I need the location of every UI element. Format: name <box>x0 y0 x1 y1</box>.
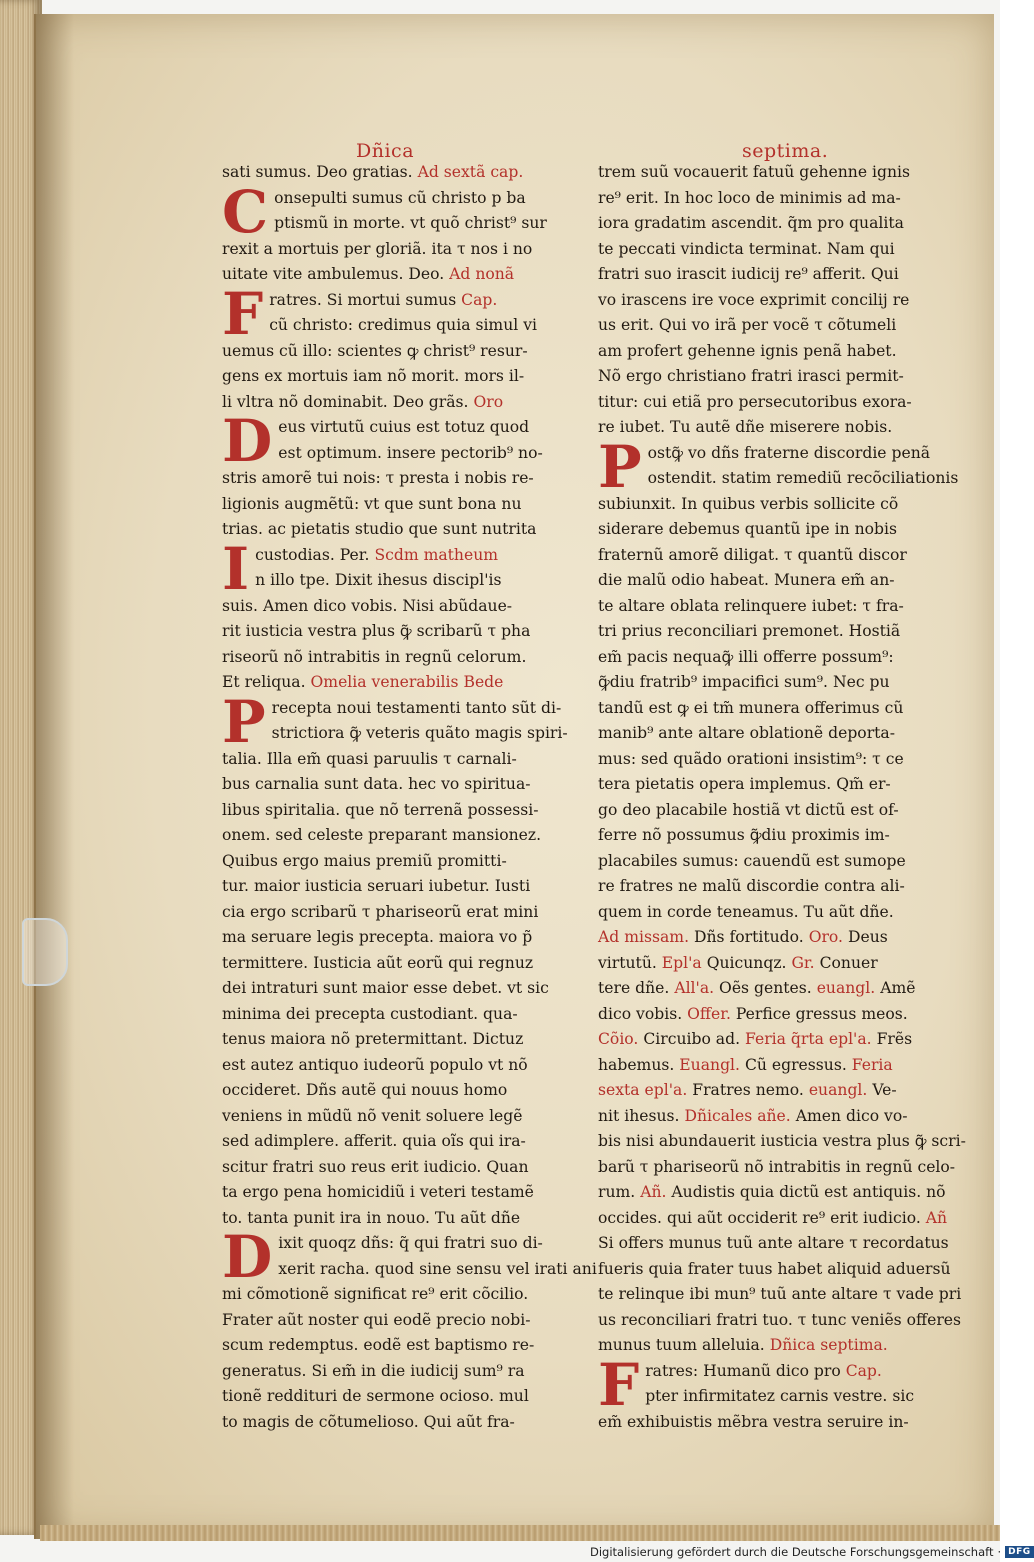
body-text: Amẽ <box>880 979 916 997</box>
body-text: dico vobis. <box>598 1004 688 1023</box>
text-line <box>222 237 562 263</box>
body-text: fraternũ amorẽ diligat. τ quantũ discor <box>598 545 907 564</box>
rubric-text: Epl'a <box>661 953 707 972</box>
rubric-text: Dñicales añe. <box>684 1106 796 1125</box>
body-text: mi cõmotionẽ significat re⁹ erit cõcilio. <box>222 1285 529 1303</box>
rubric-text: Gr. <box>791 953 820 972</box>
rubricated-initial: P <box>598 432 642 501</box>
rubric-text: Offer. <box>687 1004 736 1023</box>
rubric-text: Ad nonã <box>449 265 515 283</box>
text-line <box>598 721 952 747</box>
body-text: vo irascens ire voce exprimit concilij re <box>598 290 910 309</box>
body-text: rum. <box>598 1183 641 1201</box>
body-text: trias. ac pietatis studio que sunt nutrita <box>222 520 537 538</box>
rubric-text: Euangl. <box>679 1055 745 1074</box>
body-text: cũ christo: credimus quia simul vi <box>269 316 538 334</box>
body-text: bis nisi abundauerit iusticia vestra plus ꝙ̃ scri- <box>598 1132 966 1150</box>
body-text: am profert gehenne ignis penã habet. <box>598 341 897 360</box>
text-line <box>222 364 562 390</box>
body-text: tere dñe. <box>598 979 675 997</box>
rubricated-initial: I <box>222 534 250 603</box>
rubric-text: Dñica septima. <box>769 1336 888 1354</box>
rubric-text: Cap. <box>461 290 498 309</box>
body-text: ratres. Si mortui sumus <box>269 290 462 309</box>
body-text: tri prius reconciliari premonet. Hostiã <box>598 622 901 640</box>
text-line <box>598 1308 962 1334</box>
text-line <box>222 1053 562 1079</box>
body-text: fratri suo irascit iudicij re⁹ afferit. Qui <box>598 265 899 283</box>
body-text: ratres: Humanũ dico pro <box>645 1361 846 1380</box>
body-text: talia. Illa em̃ quasi paruulis τ carnali- <box>222 749 517 768</box>
body-text: xerit racha. quod sine sensu vel irati ani <box>278 1259 597 1278</box>
text-line <box>598 339 952 365</box>
body-text: em̃ pacis nequaꝙ̃ illi offerre possum⁹: <box>598 647 894 666</box>
body-text: manib⁹ ante altare oblationẽ deporta- <box>598 724 895 742</box>
body-text: rexit a mortuis per gloriã. ita τ nos i no <box>222 239 533 258</box>
text-line <box>222 1027 562 1053</box>
text-line <box>598 1282 962 1308</box>
text-line <box>598 492 952 518</box>
text-line <box>222 568 562 594</box>
text-line <box>222 160 562 186</box>
text-line <box>222 772 562 798</box>
body-text: re fratres ne malũ discordie contra ali- <box>598 877 905 895</box>
text-line <box>598 747 952 773</box>
body-text: Conuer <box>819 953 878 972</box>
text-line <box>598 594 952 620</box>
body-text: sed adimplere. afferit. quia oĩs qui ira- <box>222 1132 526 1150</box>
body-text: tenus maiora nõ pretermittant. Dictuz <box>222 1030 524 1048</box>
rubric-text: Feria <box>851 1055 893 1074</box>
rubric-text: Ad sextã cap. <box>417 163 524 181</box>
rubric-text: Oro. <box>808 928 848 946</box>
body-text: virtutũ. <box>598 953 662 972</box>
rubricated-initial: D <box>222 407 273 475</box>
body-text: gens ex mortuis iam nõ morit. mors il- <box>222 367 525 385</box>
page-clip <box>22 918 68 986</box>
body-text: Fratres nemo. <box>692 1081 809 1099</box>
text-line <box>222 1308 562 1334</box>
rubric-text: Cõio. <box>598 1030 644 1048</box>
body-text: tera pietatis opera implemus. Qm̃ er- <box>598 775 891 793</box>
text-line <box>222 1359 562 1385</box>
body-text: recepta noui testamenti tanto sũt di- <box>271 698 562 717</box>
text-line <box>222 849 562 875</box>
body-text: iora gradatim ascendit. q̃m pro qualita <box>598 214 904 232</box>
body-text: uemus cũ illo: scientes ꝙ christ⁹ resur- <box>222 341 528 360</box>
rubric-text: sexta epl'a. <box>598 1081 693 1099</box>
text-line <box>598 415 952 441</box>
body-text: Frater aũt noster qui eodẽ precio nobi- <box>222 1310 531 1329</box>
body-text: onem. sed celeste preparant mansionez. <box>222 826 542 844</box>
body-text: go deo placabile hostiã vt dictũ est of- <box>598 800 899 819</box>
body-text: us reconciliari fratri tuo. τ tunc veniẽs offeres <box>598 1310 962 1329</box>
body-text: siderare debemus quantũ ipe in nobis <box>598 520 897 538</box>
running-head-left: Dñica <box>356 140 415 162</box>
text-line <box>598 1333 952 1359</box>
body-text: veniens in mũdũ nõ venit soluere legẽ <box>222 1106 523 1125</box>
body-text: onsepulti sumus cũ christo p ba <box>274 188 526 207</box>
rubric-text: Omelia venerabilis Bede <box>310 673 504 691</box>
rubric-text: Añ <box>925 1208 948 1227</box>
body-text: Ve- <box>872 1081 897 1099</box>
text-line <box>222 1078 562 1104</box>
body-text: Frẽs <box>876 1030 913 1048</box>
text-line <box>598 670 952 696</box>
text-line <box>598 1410 952 1436</box>
body-text: Quibus ergo maius premiũ promitti- <box>222 851 507 870</box>
body-text: suis. Amen dico vobis. Nisi abũdaue- <box>222 596 513 615</box>
text-line <box>598 1027 952 1053</box>
book-bottom-edge <box>40 1525 1000 1541</box>
text-line <box>598 874 952 900</box>
left-text-column <box>222 160 597 1435</box>
text-line <box>222 517 562 543</box>
text-line <box>598 823 952 849</box>
rubric-text: Scdm matheum <box>374 545 499 564</box>
text-line <box>598 313 952 339</box>
text-line <box>598 1231 952 1257</box>
text-line <box>222 1002 562 1028</box>
text-line <box>222 339 562 365</box>
body-text: re iubet. Tu autẽ dñe miserere nobis. <box>598 418 893 436</box>
body-text: em̃ exhibuistis mẽbra vestra seruire in- <box>598 1412 909 1431</box>
text-line <box>598 951 952 977</box>
body-text: libus spiritalia. que nõ terrenã possessi- <box>222 800 539 819</box>
digitization-footer: Digitalisierung gefördert durch die Deutsche Forschungsgemeinschaft · DFG <box>590 1543 996 1561</box>
text-line <box>222 1129 562 1155</box>
text-line <box>222 492 562 518</box>
dfg-logo: DFG <box>1005 1546 1034 1558</box>
body-text: custodias. Per. <box>255 545 375 564</box>
body-text: Quicunqz. <box>706 953 792 972</box>
body-text: ma seruare legis precepta. maiora vo p̃ <box>222 928 533 946</box>
text-line <box>598 237 952 263</box>
body-text: termittere. Iusticia aũt eorũ qui regnuz <box>222 953 534 972</box>
text-line <box>598 1078 952 1104</box>
body-text: n illo tpe. Dixit ihesus discipl'is <box>255 571 502 589</box>
text-line <box>222 1282 562 1308</box>
text-line <box>222 1410 562 1436</box>
body-text: Cũ egressus. <box>744 1055 852 1074</box>
page-gutter-shadow <box>34 14 74 1539</box>
text-line <box>598 160 952 186</box>
text-line <box>598 262 952 288</box>
right-text-column <box>598 160 966 1435</box>
text-line <box>222 900 562 926</box>
text-line <box>598 1104 952 1130</box>
text-line <box>598 466 959 492</box>
body-text: ꝙ̃diu fratrib⁹ impacifici sum⁹. Nec pu <box>598 673 890 691</box>
body-text: barũ τ phariseorũ nõ intrabitis in regnũ celo- <box>598 1157 956 1176</box>
text-line <box>222 1384 562 1410</box>
text-line <box>222 313 562 339</box>
text-line <box>222 823 562 849</box>
text-line <box>222 1180 562 1206</box>
body-text: te altare oblata relinquere iubet: τ fra- <box>598 596 904 615</box>
body-text: tur. maior iusticia seruari iubetur. Iusti <box>222 877 531 895</box>
footer-credit-text: Digitalisierung gefördert durch die Deutsche Forschungsgemeinschaft <box>590 1545 994 1559</box>
body-text: re⁹ erit. In hoc loco de minimis ad ma- <box>598 188 901 207</box>
body-text: occideret. Dñs autẽ qui nouus homo <box>222 1081 508 1099</box>
body-text: trem suũ vocauerit fatuũ gehenne ignis <box>598 163 911 181</box>
body-text: ta ergo pena homicidiũ i veteri testamẽ <box>222 1183 534 1201</box>
body-text: Amen dico vo- <box>795 1106 908 1125</box>
body-text: stris amorẽ tui nois: τ presta i nobis re- <box>222 469 534 487</box>
body-text: pter infirmitatez carnis vestre. sic <box>645 1387 915 1405</box>
body-text: Audistis quia dictũ est antiquis. nõ <box>671 1183 946 1201</box>
text-line <box>222 594 562 620</box>
text-line <box>598 186 952 212</box>
body-text: est optimum. insere pectorib⁹ no- <box>278 443 543 462</box>
body-text: bus carnalia sunt data. hec vo spiritua- <box>222 775 531 793</box>
rubric-text: Oro <box>473 392 504 411</box>
text-line <box>222 874 562 900</box>
text-line <box>222 466 562 492</box>
body-text: ferre nõ possumus ꝙ̃diu proximis im- <box>598 826 890 844</box>
rubricated-initial: D <box>222 1223 273 1291</box>
body-text: occides. qui aũt occiderit re⁹ erit iudicio. <box>598 1208 926 1227</box>
body-text: est autez antiquo iudeorũ populo vt nõ <box>222 1055 528 1074</box>
text-line <box>598 1129 966 1155</box>
rubricated-initial: P <box>222 687 266 756</box>
body-text: quem in corde teneamus. Tu aũt dñe. <box>598 902 894 921</box>
text-line <box>598 1053 952 1079</box>
text-line <box>598 211 952 237</box>
body-text: Deus <box>847 928 888 946</box>
body-text: munus tuum alleluia. <box>598 1336 770 1354</box>
text-line <box>598 645 952 671</box>
body-text: to. tanta punit ira in nouo. Tu aũt dñe <box>222 1208 521 1227</box>
text-line <box>222 721 568 747</box>
text-line <box>598 1180 952 1206</box>
text-line <box>222 262 562 288</box>
rubric-text: euangl. <box>816 979 881 997</box>
body-text: titur: cui etiã pro persecutoribus exora- <box>598 392 912 411</box>
text-line <box>598 1155 956 1181</box>
body-text: riseorũ nõ intrabitis in regnũ celorum. <box>222 647 527 666</box>
body-text: Perfice gressus meos. <box>735 1004 908 1023</box>
rubric-text: euangl. <box>808 1081 873 1099</box>
body-text: strictiora ꝙ̃ veteris quãto magis spiri- <box>271 724 568 742</box>
text-line <box>222 619 562 645</box>
text-line <box>598 849 952 875</box>
running-head-right: septima. <box>742 140 829 162</box>
body-text: ostendit. statim remediũ recõciliationis <box>647 469 959 487</box>
text-line <box>598 976 952 1002</box>
text-line <box>598 390 952 416</box>
body-text: rit iusticia vestra plus ꝙ̃ scribarũ τ pha <box>222 622 531 640</box>
body-text: scitur fratri suo reus erit iudicio. Quan <box>222 1157 529 1176</box>
text-line <box>598 772 952 798</box>
rubricated-initial: C <box>222 177 269 246</box>
text-line <box>598 1384 952 1410</box>
text-line <box>222 1155 562 1181</box>
text-line <box>598 925 952 951</box>
body-text: ixit quoqz dñs: q̃ qui fratri suo di- <box>278 1234 543 1252</box>
text-line <box>222 1333 562 1359</box>
body-text: fueris quia frater tuus habet aliquid aduersũ <box>598 1259 951 1278</box>
text-line <box>598 364 952 390</box>
rubric-text: Feria q̃rta epl'a. <box>745 1030 877 1048</box>
text-line <box>598 696 952 722</box>
rubric-text: Ad missam. <box>598 928 694 946</box>
body-text: scum redemptus. eodẽ est baptismo re- <box>222 1336 535 1354</box>
text-line <box>222 670 562 696</box>
body-text: tandũ est ꝙ ei tm̃ munera offerimus cũ <box>598 698 904 717</box>
body-text: to magis de cõtumelioso. Qui aũt fra- <box>222 1412 515 1431</box>
body-text: generatus. Si em̃ in die iudicij sum⁹ ra <box>222 1361 525 1380</box>
body-text: te peccati vindicta terminat. Nam qui <box>598 239 895 258</box>
body-text: ostꝙ̃ vo dñs fraterne discordie penã <box>647 443 931 462</box>
text-line <box>222 645 562 671</box>
text-line <box>222 1206 562 1232</box>
text-line <box>598 288 952 314</box>
text-line <box>598 1206 952 1232</box>
body-text: uitate vite ambulemus. Deo. <box>222 265 450 283</box>
body-text: ligionis augmẽtũ: vt que sunt bona nu <box>222 494 522 513</box>
body-text: Et reliqua. <box>222 673 311 691</box>
body-text: li vltra nõ dominabit. Deo grãs. <box>222 392 474 411</box>
text-line <box>598 568 952 594</box>
body-text: subiunxit. In quibus verbis sollicite cõ <box>598 494 899 513</box>
text-line <box>598 1257 952 1283</box>
text-line <box>598 543 952 569</box>
text-line <box>598 517 952 543</box>
text-line <box>598 619 952 645</box>
body-text: mus: sed quãdo orationi insistim⁹: τ ce <box>598 749 904 768</box>
body-text: Dñs fortitudo. <box>693 928 809 946</box>
rubric-text: Cap. <box>845 1361 882 1380</box>
body-text: te relinque ibi mun⁹ tuũ ante altare τ vade pri <box>598 1285 962 1303</box>
body-text: Si offers munus tuũ ante altare τ recordatus <box>598 1234 949 1252</box>
body-text: sati sumus. Deo gratias. <box>222 163 418 181</box>
text-line <box>222 1257 597 1283</box>
text-line <box>222 441 562 467</box>
body-text: placabiles sumus: cauendũ est sumope <box>598 851 906 870</box>
body-text: us erit. Qui vo irã per vocẽ τ cõtumeli <box>598 316 897 334</box>
text-line <box>222 976 562 1002</box>
text-line <box>222 951 562 977</box>
rubricated-initial: F <box>598 1350 640 1419</box>
text-line <box>598 900 952 926</box>
body-text: nit ihesus. <box>598 1106 685 1125</box>
body-text: habemus. <box>598 1055 680 1074</box>
body-text: minima dei precepta custodiant. qua- <box>222 1004 518 1023</box>
body-text: Oẽs gentes. <box>719 979 817 997</box>
body-text: dei intraturi sunt maior esse debet. vt sic <box>222 979 549 997</box>
text-line <box>222 390 562 416</box>
body-text: eus virtutũ cuius est totuz quod <box>278 418 530 436</box>
body-text: tionẽ reddituri de sermone ocioso. mul <box>222 1387 529 1405</box>
body-text: cia ergo scribarũ τ phariseorũ erat mini <box>222 902 539 921</box>
body-text: Circuibo ad. <box>643 1030 746 1048</box>
rubric-text: All'a. <box>674 979 720 997</box>
rubricated-initial: F <box>222 279 264 348</box>
rubric-text: Añ. <box>640 1183 672 1201</box>
text-line <box>222 1104 562 1130</box>
body-text: ptismũ in morte. vt quõ christ⁹ sur <box>274 214 547 232</box>
text-line <box>222 925 562 951</box>
text-line <box>598 798 952 824</box>
text-line <box>222 747 562 773</box>
text-line <box>598 1002 952 1028</box>
body-text: Nõ ergo christiano fratri irasci permit- <box>598 367 904 385</box>
text-line <box>222 798 562 824</box>
body-text: die malũ odio habeat. Munera em̃ an- <box>598 571 895 589</box>
text-line <box>222 211 562 237</box>
